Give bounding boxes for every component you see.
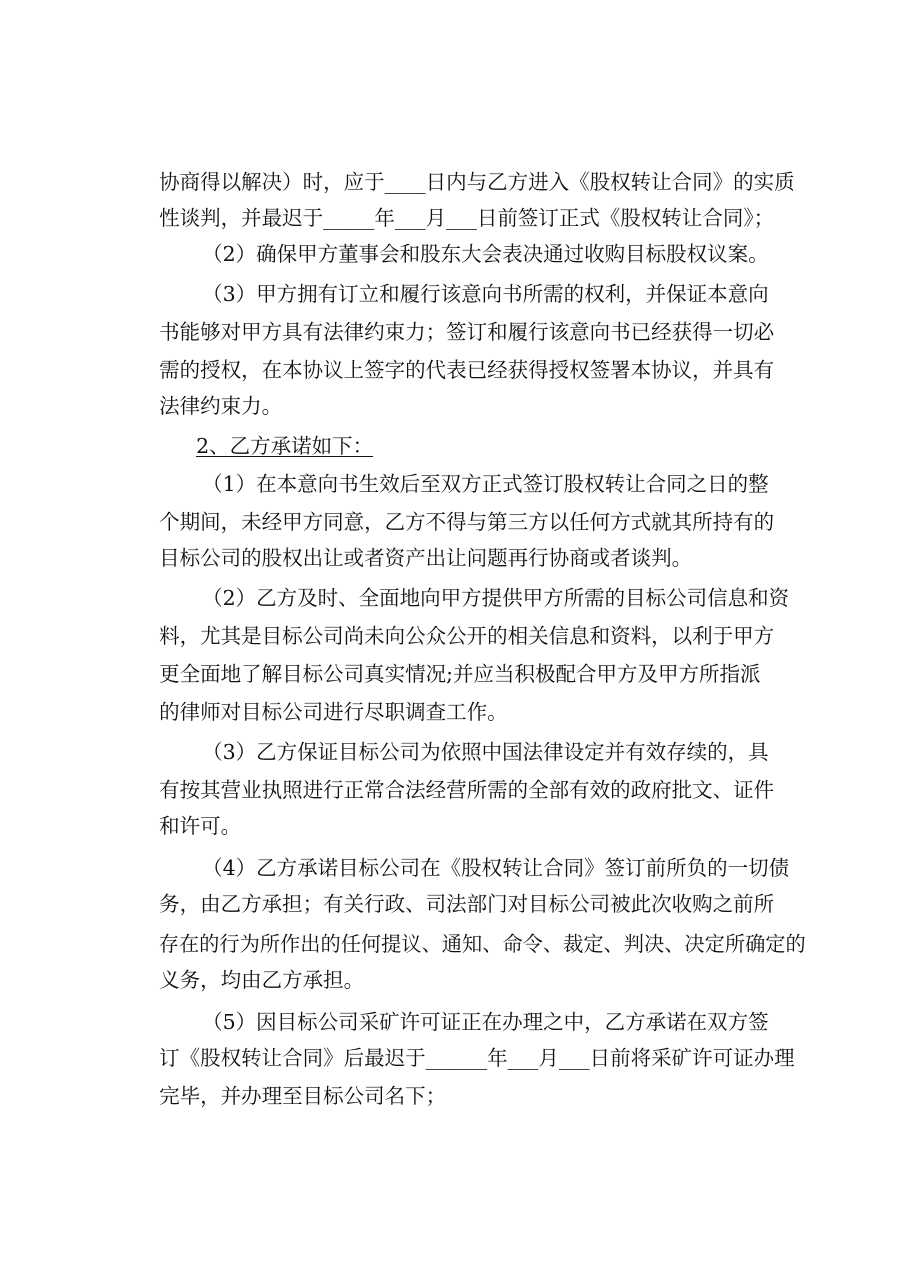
blank-field: ____ (384, 170, 426, 194)
blank-field: ______ (425, 1046, 488, 1070)
line-text: 存在的行为所作出的任何提议、通知、命令、裁定、判决、决定所确定的 (158, 932, 806, 956)
line-text: 日前将采矿许可证办理 (589, 1046, 795, 1070)
text-line (176, 716, 909, 764)
line-text: 日前签订正式《股权转让合同》； (476, 206, 775, 230)
text-line (133, 868, 909, 916)
line-text: 月 (538, 1046, 559, 1070)
line-text: 日内与乙方进入《股权转让合同》的实质 (425, 170, 795, 194)
line-text: 义务，均由乙方承担。 (159, 968, 365, 992)
blank-field: ___ (446, 206, 477, 230)
line-text: （4）乙方承诺目标公司在《股权转让合同》签订前所负的一切债 (202, 856, 790, 880)
line-text: 和许可。 (159, 814, 242, 838)
heading-text: 2、乙方承诺如下： (196, 434, 374, 458)
text-line (133, 638, 909, 686)
text-line (176, 562, 909, 610)
text-line (133, 908, 909, 956)
text-line (176, 258, 909, 306)
line-text: （3）乙方保证目标公司为依照中国法律设定并有效存续的，具 (202, 740, 769, 764)
blank-field: ___ (507, 1046, 539, 1070)
section-heading (170, 410, 909, 458)
line-text: 协商得以解决）时，应于 (159, 170, 385, 194)
text-line (133, 1060, 909, 1108)
line-text: 月 (425, 206, 447, 230)
line-text: 法律约束力。 (159, 394, 283, 418)
text-line (133, 182, 909, 230)
blank-field: ___ (394, 206, 426, 230)
line-text: （5）因目标公司采矿许可证正在办理之中，乙方承诺在双方签 (202, 1010, 769, 1034)
text-line (133, 146, 909, 194)
text-line (133, 754, 909, 802)
text-line (133, 522, 909, 570)
text-line (176, 448, 909, 496)
line-text: 料，尤其是目标公司尚未向公众公开的相关信息和资料，以利于甲方 (159, 624, 775, 648)
line-text: 订《股权转让合同》后最迟于 (159, 1046, 426, 1070)
blank-field: ___ (558, 1046, 590, 1070)
line-text: 年 (374, 206, 395, 230)
line-text: 完毕，并办理至目标公司名下； (159, 1084, 447, 1108)
text-line (133, 486, 909, 534)
line-text: 的律师对目标公司进行尽职调查工作。 (159, 700, 508, 724)
text-line (176, 986, 909, 1034)
line-text: （3）甲方拥有订立和履行该意向书所需的权利，并保证本意向 (202, 282, 769, 306)
blank-field: _____ (323, 206, 375, 230)
line-text: 有按其营业执照进行正常合法经营所需的全部有效的政府批文、证件 (159, 778, 775, 802)
line-text: 年 (487, 1046, 508, 1070)
text-line (176, 218, 909, 266)
line-text: 个期间，未经甲方同意，乙方不得与第三方以任何方式就其所持有的 (159, 510, 775, 534)
line-text: 目标公司的股权出让或者资产出让问题再行协商或者谈判。 (159, 546, 693, 570)
text-line (133, 676, 909, 724)
line-text: 书能够对甲方具有法律约束力；签订和履行该意向书已经获得一切必 (159, 320, 775, 344)
line-text: （1）在本意向书生效后至双方正式签订股权转让合同之日的整 (202, 472, 769, 496)
text-line (133, 370, 909, 418)
line-text: （2）乙方及时、全面地向甲方提供甲方所需的目标公司信息和资 (202, 586, 790, 610)
text-line (133, 296, 909, 344)
text-line (176, 832, 909, 880)
text-line (133, 944, 909, 992)
text-line (133, 1022, 909, 1070)
text-line (133, 334, 909, 382)
line-text: 需的授权，在本协议上签字的代表已经获得授权签署本协议，并具有 (159, 358, 775, 382)
line-text: （2）确保甲方董事会和股东大会表决通过收购目标股权议案。 (202, 242, 769, 266)
line-text: 务，由乙方承担；有关行政、司法部门对目标公司被此次收购之前所 (159, 892, 775, 916)
line-text: 更全面地了解目标公司真实情况;并应当积极配合甲方及甲方所指派 (159, 662, 761, 686)
line-text: 性谈判，并最迟于 (159, 206, 324, 230)
text-line (133, 600, 909, 648)
text-line (133, 790, 909, 838)
